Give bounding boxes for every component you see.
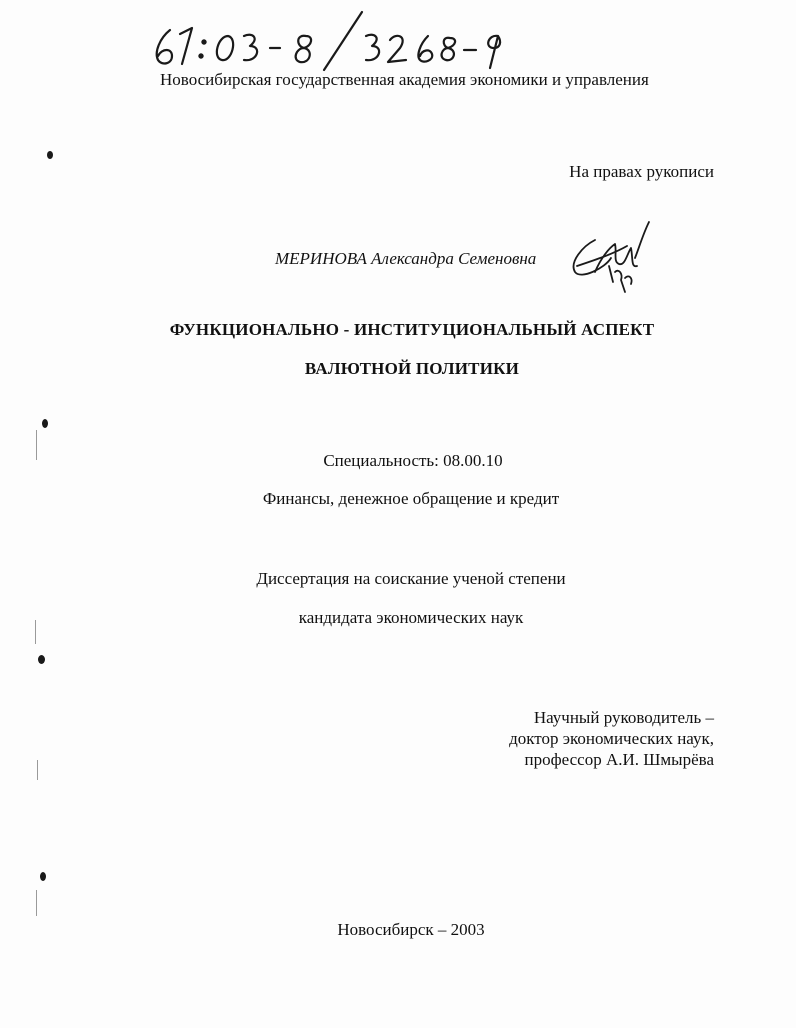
author-name: МЕРИНОВА Александра Семеновна — [275, 249, 537, 268]
scan-edge-speck — [35, 620, 36, 644]
supervisor-block — [509, 707, 714, 770]
institution-name: Новосибирская государственная академия экономики и управления — [160, 70, 649, 89]
scan-edge-speck — [36, 890, 37, 916]
supervisor-line-1: Научный руководитель – — [533, 708, 714, 727]
binder-hole-mark — [42, 419, 48, 428]
degree-line-2: кандидата экономических наук — [298, 608, 524, 627]
dissertation-title-line-1: ФУНКЦИОНАЛЬНО - ИНСТИТУЦИОНАЛЬНЫЙ АСПЕКТ — [169, 320, 655, 339]
binder-hole-mark — [40, 872, 46, 881]
manuscript-rights-note: На правах рукописи — [569, 162, 714, 181]
degree-line-1: Диссертация на соискание ученой степени — [256, 569, 566, 588]
city-year: Новосибирск – 2003 — [337, 920, 485, 939]
binder-hole-mark — [47, 151, 53, 159]
scan-edge-speck — [37, 760, 38, 780]
binder-hole-mark — [38, 655, 45, 664]
handwritten-archive-code — [148, 8, 508, 72]
specialty-name: Финансы, денежное обращение и кредит — [262, 489, 560, 508]
specialty-code: Специальность: 08.00.10 — [323, 451, 503, 470]
dissertation-title-line-2: ВАЛЮТНОЙ ПОЛИТИКИ — [304, 359, 520, 378]
scan-edge-speck — [36, 430, 37, 460]
author-signature — [565, 218, 665, 298]
supervisor-line-2: доктор экономических наук, — [509, 729, 714, 748]
supervisor-line-3: профессор А.И. Шмырёва — [524, 750, 714, 769]
